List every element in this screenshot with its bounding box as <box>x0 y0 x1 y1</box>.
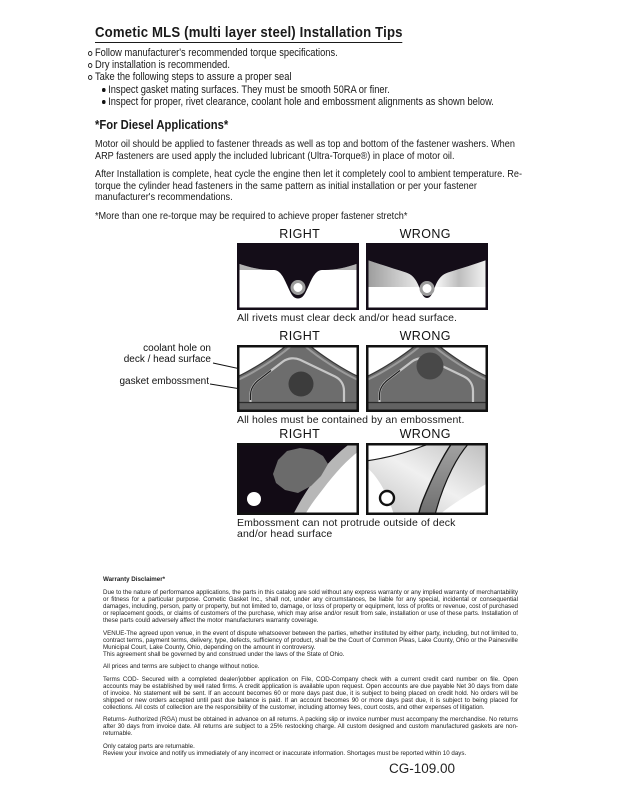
main-text-column <box>95 24 529 223</box>
list-sub-item: Inspect gasket mating surfaces. They must be smooth 50RA or finer. <box>95 84 529 96</box>
retorque-note: *More than one re-torque may be required to achieve proper fastener stretch* <box>95 210 408 222</box>
list-item: Dry installation is recommended. <box>95 59 529 71</box>
diagram-labels <box>237 227 488 241</box>
warranty-disclaimer-section <box>103 576 518 757</box>
diagram-labels <box>237 427 488 441</box>
coolant-hole-label-line1: coolant hole on <box>143 343 211 354</box>
page-number: CG-109.00 <box>389 761 456 776</box>
page-title <box>95 24 529 41</box>
diagram-labels <box>237 329 488 343</box>
fine-print-paragraph: VENUE-The agreed upon venue, in the event of dispute whatsoever between the parties, whether instituted by either party, including, but not limited to, contract terms, payment terms, delivery, type, defects, sufficiency of product, shall be the Court of Common Pleas, Lake County, Ohio or the Painesville Municipal Court, Lake County, Ohio, depending on the amount in controversy. <box>103 629 518 651</box>
fine-print-paragraph: Review your invoice and notify us immediately of any incorrect or inaccurate information. Shortages must be reported within 10 days. <box>103 749 467 757</box>
diesel-paragraph: Motor oil should be applied to fastener threads as well as top and bottom of the fastener washers. When ARP fasteners are used apply the included lubricant (Ultra-Torque®) in place of motor oil. <box>95 139 515 162</box>
fine-print-paragraph: All prices and terms are subject to change without notice. <box>103 663 260 670</box>
embossment-diagram-caption <box>237 518 488 540</box>
rivet-wrong-figure <box>366 243 488 310</box>
wrong-label: WRONG <box>399 329 451 343</box>
bolt-hole-icon <box>247 492 261 506</box>
rivet-clearance-diagram <box>237 227 488 324</box>
coolant-hole-icon <box>289 372 314 397</box>
installation-tips-list <box>95 47 529 108</box>
fine-print-paragraph: This agreement shall be governed by and construed under the laws of the State of Ohio. <box>103 650 345 658</box>
list-sub-item: Inspect for proper, rivet clearance, coolant hole and embossment alignments as shown below. <box>95 96 529 108</box>
right-label: RIGHT <box>279 427 321 441</box>
embossment-caption-line1: Embossment can not protrude outside of deck <box>237 517 456 529</box>
embossment-protrusion-diagram <box>237 427 488 540</box>
diagram-figures <box>237 243 488 310</box>
fine-print-paragraph: Due to the nature of performance applications, the parts in this catalog are sold without any express warranty or any implied warranty of merchantability or fitness for a particular purpose. Cometic Gasket Inc., shall not, under any circumstances, be liable for any special, incidental or consequential damages, including, person, party or property, but not limited to, damage, or loss of property or equipment, loss of profits or revenue, cost of purchased or replacement goods, or claims of customers of the purchase, which may arise and/or result from sale, installation or use of these parts. Installation of these parts could adversely affect the motor manufacturers warranty coverage. <box>103 589 518 624</box>
list-item: Follow manufacturer's recommended torque specifications. <box>95 47 529 59</box>
diagram-figures <box>237 443 488 515</box>
fine-print-paragraph: Only catalog parts are returnable. <box>103 742 195 750</box>
coolant-hole-label-line2: deck / head surface <box>123 353 211 365</box>
hole-embossment-diagram <box>237 329 488 426</box>
rivet-diagram-caption: All rivets must clear deck and/or head surface. <box>237 312 458 324</box>
right-label: RIGHT <box>279 227 321 241</box>
diesel-applications-heading: *For Diesel Applications* <box>95 117 229 133</box>
embossment-right-figure <box>237 443 359 515</box>
fine-print-paragraph: Returns- Authorized (RGA) must be obtained in advance on all returns. A packing slip or invoice number must accompany the merchandise. No returns after 30 days from invoice date. All returns are subject to a 25% restocking charge. All custom designed and custom manufactured gaskets are non-returnable. <box>103 716 518 737</box>
gasket-embossment-label-text: gasket embossment <box>119 376 209 387</box>
page-title-text: Cometic MLS (multi layer steel) Installation Tips <box>95 24 403 41</box>
bolt-hole-icon <box>380 491 394 505</box>
right-label: RIGHT <box>279 329 321 343</box>
diesel-paragraph: After Installation is complete, heat cycle the engine then let it completely cool to ambient temperature. Re-torque the cylinder head fasteners in the same pattern as initial installation or per your fastener manufacturer's recommendations. <box>95 169 522 204</box>
warranty-disclaimer-heading: Warranty Disclaimer* <box>103 576 166 583</box>
coolant-hole-icon <box>417 353 444 380</box>
fine-print-paragraph: Terms COD- Secured with a completed dealer/jobber application on File, COD-Company check with a current credit card number on file. Open accounts may be established by well rated firms. A credit application is available upon request. Open accounts are due payable Net 30 days from date of invoice. No statement will be sent. If an account becomes 60 or more days past due, it is subject to being placed on credit hold. No orders will be shipped or new orders accepted until past due balance is paid. If an account becomes 90 or more days past due, it is subject to being placed for collections. All costs of collection are the responsibility of the customer, including attorney fees, court costs, and other expenses of litigation. <box>103 675 518 711</box>
holes-right-figure <box>237 345 359 412</box>
holes-diagram-caption: All holes must be contained by an embossment. <box>237 414 465 426</box>
embossment-caption-line2: and/or head surface <box>237 528 333 540</box>
wrong-label: WRONG <box>399 427 451 441</box>
diagram-figures <box>237 345 488 412</box>
rivet-right-figure <box>237 243 359 310</box>
embossment-wrong-figure <box>366 443 488 515</box>
wrong-label: WRONG <box>399 227 451 241</box>
list-item: Take the following steps to assure a proper seal <box>95 71 529 83</box>
holes-wrong-figure <box>366 345 488 412</box>
